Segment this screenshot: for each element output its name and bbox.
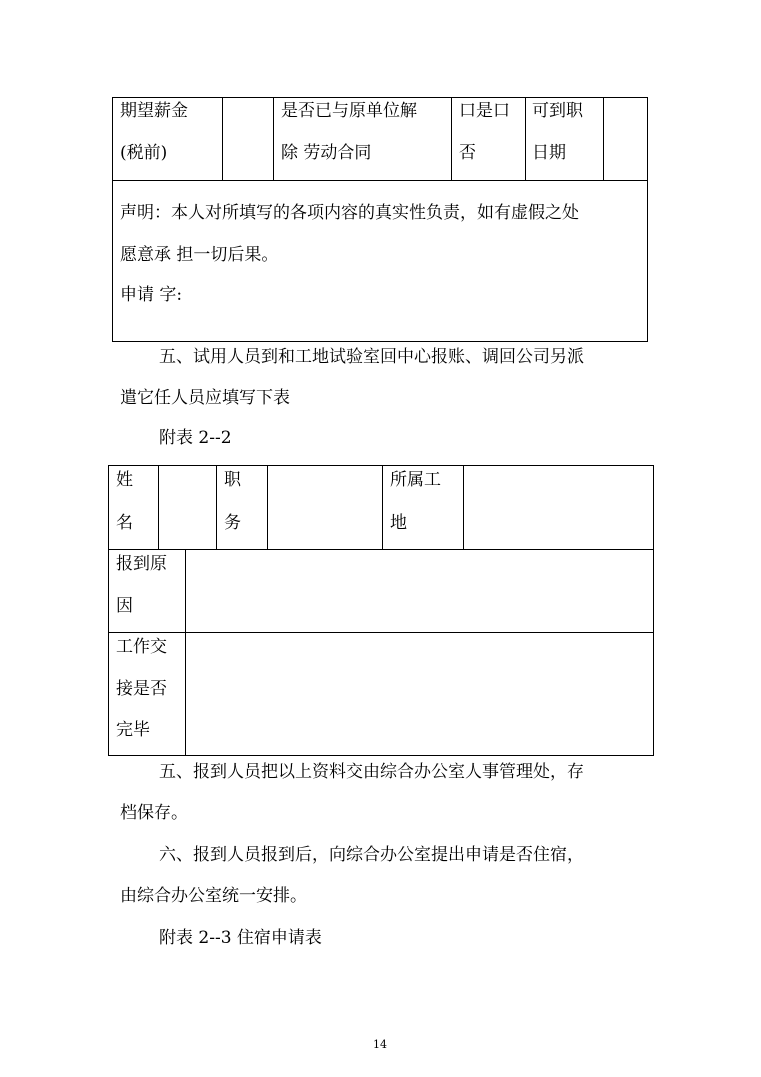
attachment-2-2-title: 附表 2--2 — [159, 428, 232, 448]
signature-label: 申请 字: — [120, 285, 183, 305]
position-label-line1: 职 — [224, 470, 241, 490]
col-divider — [222, 97, 223, 180]
name-label-line1: 姓 — [116, 470, 133, 490]
col-divider — [382, 465, 383, 549]
paragraph-6-line1: 六、报到人员报到后，向综合办公室提出申请是否住宿， — [159, 845, 584, 865]
paragraph-5a-line2: 遣它任人员应填写下表 — [120, 388, 290, 408]
row-divider — [108, 632, 654, 633]
paragraph-5b-line2: 档保存。 — [120, 803, 188, 823]
paragraph-5a-line1: 五、试用人员到和工地试验室回中心报账、调回公司另派 — [159, 347, 584, 367]
position-label-line2: 务 — [224, 513, 241, 533]
contract-label-line1: 是否已与原单位解 — [281, 101, 417, 121]
reason-label-line1: 报到原 — [116, 554, 167, 574]
salary-label-line2: (税前) — [120, 143, 168, 163]
name-label-line2: 名 — [116, 513, 133, 533]
contract-label-line2: 除 劳动合同 — [281, 143, 372, 163]
col-divider — [158, 465, 159, 549]
page-number: 14 — [373, 1038, 387, 1051]
yes-no-checkbox-line2: 否 — [459, 143, 476, 163]
yes-no-checkbox-line1: 口是口 — [459, 101, 510, 121]
paragraph-6-line2: 由综合办公室统一安排。 — [120, 886, 307, 906]
table-border — [108, 465, 654, 756]
handover-label-line3: 完毕 — [116, 720, 150, 740]
col-divider — [267, 465, 268, 549]
col-divider — [216, 465, 217, 549]
handover-label-line2: 接是否 — [116, 679, 167, 699]
col-divider — [451, 97, 452, 180]
row-divider — [108, 549, 654, 550]
handover-label-line1: 工作交 — [116, 637, 167, 657]
available-date-label-line2: 日期 — [532, 143, 566, 163]
col-divider — [603, 97, 604, 180]
salary-label-line1: 期望薪金 — [120, 101, 188, 121]
col-divider — [463, 465, 464, 549]
reason-label-line2: 因 — [116, 596, 133, 616]
available-date-label-line1: 可到职 — [532, 101, 583, 121]
site-label-line2: 地 — [390, 513, 407, 533]
row-divider — [112, 180, 648, 181]
declaration-line2: 愿意承 担一切后果。 — [120, 245, 279, 265]
site-label-line1: 所属工 — [390, 470, 441, 490]
paragraph-5b-line1: 五、报到人员把以上资料交由综合办公室人事管理处，存 — [159, 762, 584, 782]
col-divider — [525, 97, 526, 180]
col-divider — [185, 549, 186, 756]
col-divider — [273, 97, 274, 180]
declaration-line1: 声明：本人对所填写的各项内容的真实性负责，如有虚假之处 — [120, 203, 579, 223]
attachment-2-3-title: 附表 2--3 住宿申请表 — [159, 928, 322, 948]
